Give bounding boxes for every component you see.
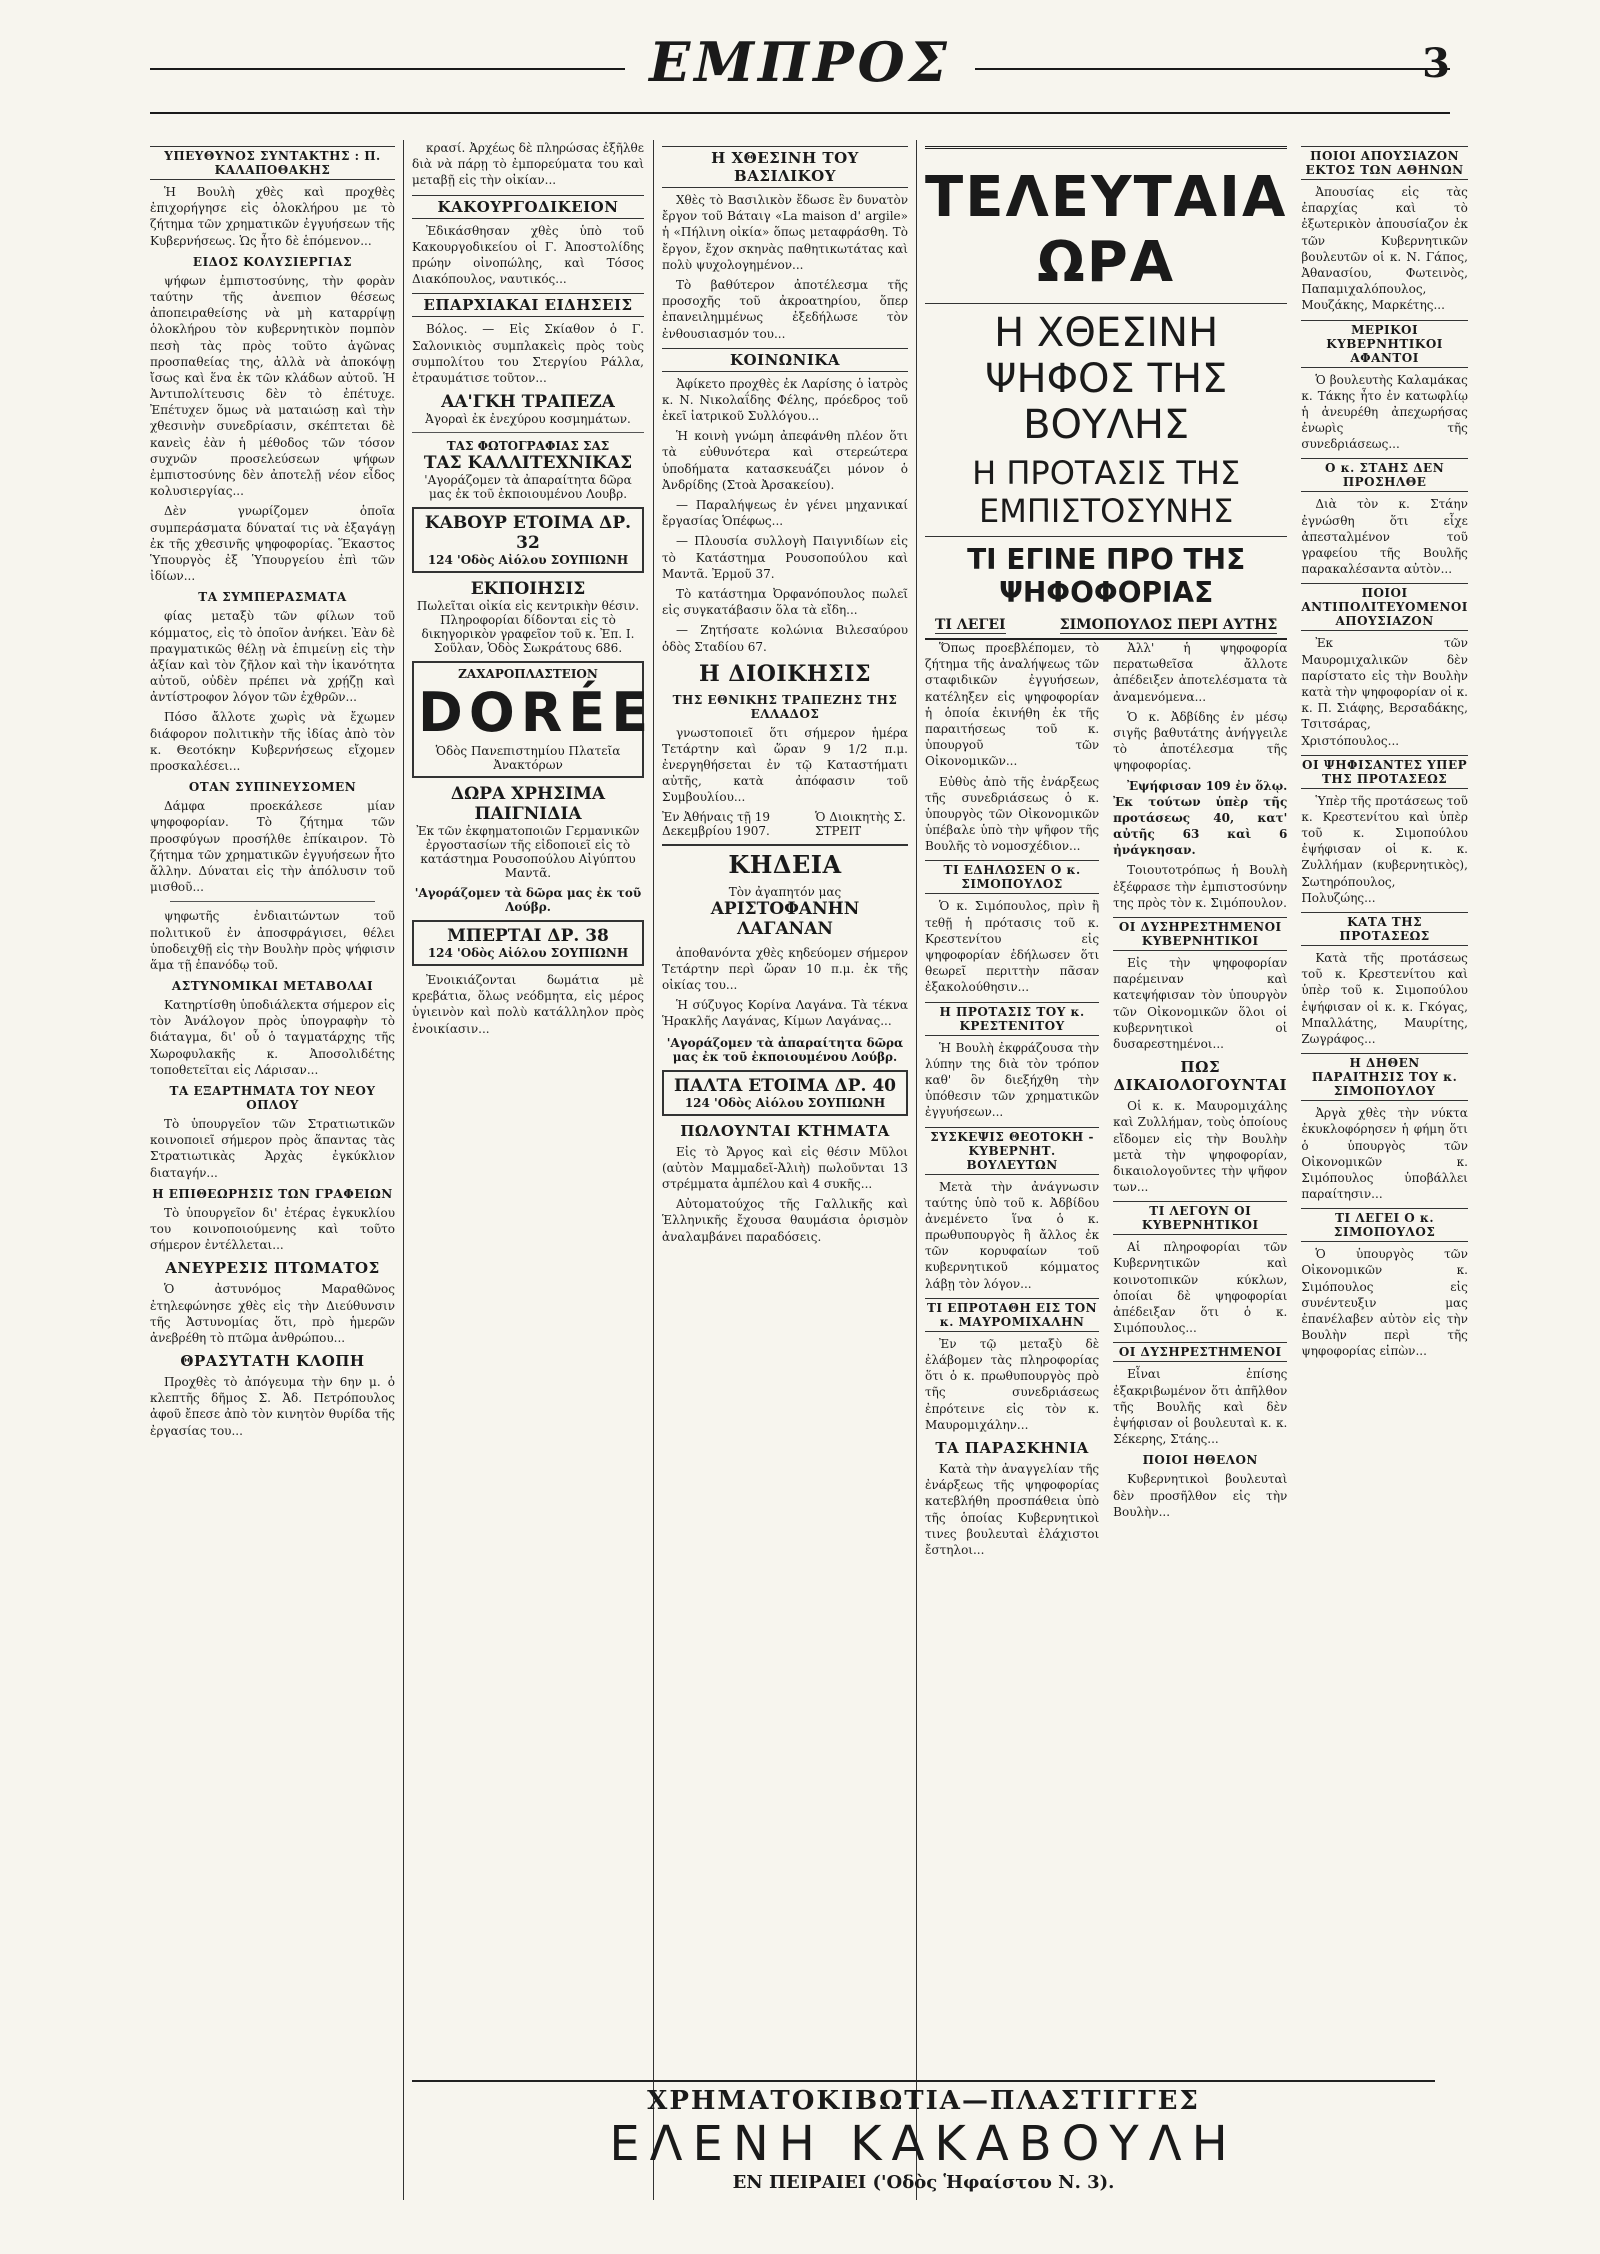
lead-article — [925, 140, 1287, 1562]
article-text: Εἰς τὸ Ἄργος καὶ εἰς θέσιν Μῦλοι (αὐτὸν Μαμμαδεῖ-Ἀλιὴ) πωλοῦνται 13 στρέμματα ἀμπέλου καὶ 4 συκῆς... — [662, 1144, 908, 1191]
article-heading: ΤΑ ΣΥΜΠΕΡΑΣΜΑΤΑ — [198, 590, 347, 605]
article-heading: ΟΤΑΝ ΣΥΠΙΝΕΥΣΟΜΕΝ — [188, 780, 357, 795]
article-text: ψήφων ἐμπιστοσύνης, τὴν φορὰν ταύτην τῆς ἀνεπιον θέσεως ἀποπειραθείσης νὰ μὴ καταρρίψῃ ὁλοκλήρου τὸν κυβερνητικὸν πομπὸν πεσὴ τὰς πρὸς τοῦτο ἀγῶνας προσπαθείας της, ἀλλὰ νὰ ἀποκόψῃ ἴσως καὶ ἕνα ἐκ τῶν κλάδων αὐτοῦ. Ἡ Ἀντιπολίτευσις δὲν τὸ ἐπέτυχε. Ἐπέτυχεν ὅμως νὰ ματαιώσῃ καὶ τὴν χθεσινὴν συνεδρίασιν, σκέπτεται δὲ κανεὶς ἐὰν ἡ μέθοδος τῶν τόσον συχνῶν προσελεύσεων ψήφων ἐμπιστοσύνης δὲν ἀποτελῇ νέον εἶδος κολυσιεργίας... — [150, 273, 395, 499]
article-text: Δάμφα προεκάλεσε μίαν ψηφοφορίαν. Τὸ ζήτημα τῶν προσφύγων προσήλθε ἐπίκαιρον. Τὸ ζήτημα τῶν χρηματικῶν ἐγγυήσεων ἦτο ἄλλην. Δύναται εἰς τὴν ἀπόλυσιν τοῦ μισθοῦ... — [150, 799, 395, 895]
article-text: Ὑπὲρ τῆς προτάσεως τοῦ κ. Κρεστενίτου καὶ ὑπὲρ τοῦ κ. Σιμοπούλου ἐψήφισαν οἱ κ. κ. Ζυλλήμαν (κυβερνητικὸς), Σωτηρόπουλος, Πολυζώης... — [1301, 793, 1468, 905]
article-subheading: ΤΗΣ ΕΘΝΙΚΗΣ ΤΡΑΠΕΖΗΣ ΤΗΣ ΕΛΛΑΔΟΣ — [672, 692, 898, 721]
article-text: ἀποθανόντα χθὲς κηδεύομεν σήμερον Τετάρτην περὶ ὥραν 10 π.μ. ἐκ τῆς οἰκίας του... — [662, 945, 908, 992]
article-text: Κατὰ τῆς προτάσεως τοῦ κ. Κρεστενίτου καὶ ὑπὲρ τοῦ κ. Σιμοπούλου ἐψήφισαν οἱ κ. κ. Γκόγας, Μπαλλάτης, Μαυρίτης, Ζωγράφος... — [1301, 951, 1468, 1046]
article-heading: ΜΕΡΙΚΟΙ ΚΥΒΕΡΝΗΤΙΚΟΙ ΑΦΑΝΤΟΙ — [1301, 320, 1468, 368]
article-text: Αὐτοματούχος τῆς Γαλλικῆς καὶ Ἑλληνικῆς ἔχουσα θαυμάσια ὁρισμὸν ἀναλαμβάνει παραδόσεις. — [662, 1197, 908, 1244]
ad-title: ΔΩΡΑ ΧΡΗΣΙΜΑ — [450, 784, 606, 805]
article-heading: ΑΝΕΥΡΕΣΙΣ ΠΤΩΜΑΤΟΣ — [165, 1259, 380, 1278]
article-text: Ἡ Βουλὴ ἐκφράζουσα τὴν λύπην της διὰ τὸν τρόπον καθ' ὃν διεξήχθη τὴν ὑπόθεσιν τῶν χρηματικῶν ἐγγυήσεων... — [925, 1040, 1100, 1120]
article-heading: ΚΗΔΕΙΑ — [662, 844, 908, 879]
article-text: — Ζητήσατε κολώνια Βιλεσαύρου ὁδὸς Σταδίου 67. — [662, 623, 908, 654]
article-text: Εἶναι ἐπίσης ἐξακριβωμένον ὅτι ἀπῆλθον τῆς Βουλῆς καὶ δὲν ἐψήφισαν οἱ βουλευταὶ κ. κ. Σέκερης, Στάης... — [1113, 1367, 1288, 1447]
article-heading: ΠΟΙΟΙ ΗΘΕΛΟΝ — [1142, 1453, 1258, 1468]
article-text: Ὁ κ. Σιμόπουλος, πρὶν ἢ τεθῇ ἡ πρότασις τοῦ κ. Κρεστενίτου εἰς ψηφοφορίαν ἐδήλωσεν ὅτι θεωρεῖ περιττὴν πᾶσαν ἐξακολούθησιν... — [925, 899, 1100, 995]
article-text: Τὸ βαθύτερον ἀποτέλεσμα τῆς προσοχῆς τοῦ ἀκροατηρίου, ὅπερ ἐπανειλημμένως ἐξεδήλωσε τὸν ἐνθουσιασμόν του... — [662, 277, 908, 341]
article-heading: ΚΑΤΑ ΤΗΣ ΠΡΟΤΑΣΕΩΣ — [1301, 912, 1468, 946]
article-text: Ἐν τῷ μεταξὺ δὲ ἐλάβομεν τὰς πληροφορίας ὅτι ὁ κ. πρωθυπουργὸς πρὸ τῆς συνεδριάσεως ἐπρότεινε εἰς τὸν κ. Μαυρομιχάλην... — [925, 1336, 1100, 1432]
newspaper-title: ΕΜΠΡΟΣ — [150, 30, 1450, 94]
advertisement — [412, 439, 644, 501]
article-heading: ΠΩΛΟΥΝΤΑΙ ΚΤΗΜΑΤΑ — [680, 1121, 890, 1140]
signature-name: Ὁ Διοικητὴς Σ. ΣΤΡΕΙΤ — [815, 809, 906, 838]
divider — [170, 901, 375, 902]
article-text: Αἱ πληροφορίαι τῶν Κυβερνητικῶν καὶ κοινοτοπικῶν κύκλων, ὁποίαι δὲ ψηφοφορίαι ἀπέδειξαν ὅτι ὁ κ. Σιμόπουλος... — [1113, 1240, 1288, 1336]
article-text: Τοιουτοτρόπως ἡ Βουλὴ ἐξέφρασε τὴν ἐμπιστοσύνην της πρὸς τὸν κ. Σιμόπουλον. — [1113, 863, 1288, 910]
lead-subhead-right: ΣΙΜΟΠΟΥΛΟΣ ΠΕΡΙ ΑΥΤΗΣ — [1059, 617, 1278, 633]
lead-subheadline: Η ΠΡΟΤΑΣΙΣ ΤΗΣ ΕΜΠΙΣΤΟΣΥΝΗΣ — [972, 454, 1241, 530]
advertisement — [412, 392, 644, 426]
article-text: Ὁ ὑπουργὸς τῶν Οἰκονομικῶν κ. Σιμόπουλος εἰς συνέντευξιν μας ἐπανέλαβεν αὐτὸν εἰς τὴν Βουλὴν περὶ τῆς ψηφοφορίας εἰπὼν... — [1301, 1247, 1468, 1359]
ad-title: ΜΠΕΡΤΑΙ ΔΡ. 38 — [447, 926, 609, 947]
advertisement — [412, 507, 644, 573]
vote-result: Ἐψήφισαν 109 ἐν ὅλῳ. Ἐκ τούτων ὑπὲρ τῆς προτάσεως 40, κατ' αὐτῆς 63 καὶ 6 ἠνάγκησαν. — [1113, 778, 1288, 858]
lead-subhead-left: ΤΙ ΛΕΓΕΙ — [935, 617, 1006, 633]
editor-line: ΥΠΕΥΘΥΝΟΣ ΣΥΝΤΑΚΤΗΣ : Π. ΚΑΛΑΠΟΘΑΚΗΣ — [150, 146, 395, 180]
article-text: Ὁ κ. Ἀδβίδης ἐν μέσῳ σιγῆς βαθυτάτης ἀνήγγειλε τὸ ἀποτέλεσμα τῆς ψηφοφορίας. — [1113, 709, 1288, 773]
article-heading: Η ΔΙΟΙΚΗΣΙΣ — [698, 660, 872, 687]
advertisement — [412, 784, 644, 880]
lead-headline: ΤΕΛΕΥΤΑΙΑ ΩΡΑ — [925, 165, 1288, 295]
article-text: ψηφωτῆς ἐνδιαιτώντων τοῦ πολιτικοῦ ἐν ἀποσφράγισει, θέλει ὑποδειχθῇ εἰς τὴν Βουλὴν πρὸς ψήφισιν ἅμα τῇ ἐπανόδῳ τοῦ. — [150, 909, 395, 972]
article-heading: ΠΟΙΟΙ ΑΠΟΥΣΙΑΖΟΝ ΕΚΤΟΣ ΤΩΝ ΑΘΗΝΩΝ — [1301, 146, 1468, 180]
page-number: 3 — [1422, 40, 1450, 87]
article-text: Ἐκ τῶν Μαυρομιχαλικῶν δὲν παρίστατο εἰς τὴν Βουλὴν κατὰ τὴν ψηφοφορίαν οἱ κ. κ. Π. Σιάφης, Βερσαδάκης, Τσιτσάρας, Χριστόπουλος... — [1301, 636, 1468, 748]
article-text: φίας μεταξὺ τῶν φίλων τοῦ κόμματος, εἰς τὸ ὁποῖον ἀνήκει. Ἐὰν δὲ πραγματικῶς θέλῃ νὰ ἐπιμείνῃ εἰς τὴν ἀξίαν καὶ τὸν ζῆλον καὶ τὴν ἱκανότητα αὐτοῦ, οὐδὲν πρέπει νὰ χρῄζῃ καὶ ἀντίστροφον λόγον τῶν ἐχθρῶν... — [150, 609, 395, 705]
article-heading: ΠΟΙΟΙ ΑΝΤΙΠΟΛΙΤΕΥΟΜΕΝΟΙ ΑΠΟΥΣΙΑΖΟΝ — [1301, 583, 1468, 631]
ad-text: 124 'Οδὸς Αἰόλου ΣΟΥΠΙΩΝΗ — [684, 1095, 886, 1110]
article-heading: ΟΙ ΔΥΣΗΡΕΣΤΗΜΕΝΟΙ ΚΥΒΕΡΝΗΤΙΚΟΙ — [1113, 917, 1287, 951]
article-heading: ΟΙ ΨΗΦΙΣΑΝΤΕΣ ΥΠΕΡ ΤΗΣ ΠΡΟΤΑΣΕΩΣ — [1301, 755, 1468, 789]
bottom-advertisement — [412, 2080, 1435, 2192]
ad-title: ΠΑΛΤΑ ΕΤΟΙΜΑ ΔΡ. 40 — [674, 1075, 896, 1096]
signature-row — [662, 810, 908, 838]
ad-text: 'Αγοράζομεν τὰ ἀπαραίτητα δῶρα μας ἐκ τοῦ ἐκποιουμένου Λουβρ. — [424, 473, 632, 502]
ad-title: ΤΑΣ ΚΑΛΛΙΤΕΧΝΙΚΑΣ — [423, 453, 633, 474]
article-text: Ἐνοικιάζονται δωμάτια μὲ κρεβάτια, ὅλως νεόδμητα, εἰς μέρος ὑγιεινὸν καὶ πολὺ κατάλληλον πρὸς ἐνοικίασιν... — [412, 973, 644, 1036]
article-heading: ΑΣΤΥΝΟΜΙΚΑΙ ΜΕΤΑΒΟΛΑΙ — [171, 979, 374, 994]
article-heading: ΣΥΣΚΕΨΙΣ ΘΕΟΤΟΚΗ - ΚΥΒΕΡΝΗΤ. ΒΟΥΛΕΥΤΩΝ — [925, 1127, 1099, 1175]
funeral-notice — [662, 885, 908, 939]
advertisement — [662, 1036, 908, 1064]
ad-title: ΖΑΧΑΡΟΠΛΑΣΤΕΙΟΝ — [458, 667, 598, 682]
ad-text: 'Αγοράζομεν τὰ ἀπαραίτητα δῶρα μας ἐκ τοῦ ἐκποιουμένου Λούβρ. — [666, 1035, 904, 1064]
article-heading: ΠΩΣ ΔΙΚΑΙΟΛΟΓΟΥΝΤΑΙ — [1113, 1058, 1288, 1095]
lead-headline-block — [925, 146, 1287, 640]
column-rule — [916, 140, 917, 2200]
ad-text: Ἀγοραὶ ἐκ ἐνεχύρου κοσμημάτων. — [425, 412, 631, 427]
article-text: Δὲν γνωρίζομεν ὁποῖα συμπεράσματα δύναταί τις νὰ ἐξαγάγῃ ἐκ τῆς χθεσινῆς ψηφοφορίας. Ἕκαστος Ὑπουργὸς ἐξ Ὑπουργείου ἐπὶ τῶν ἰδίων... — [150, 504, 395, 584]
ad-address: ΕΝ ΠΕΙΡΑΙΕΙ ('Οδὸς Ἡφαίστου Ν. 3). — [732, 2172, 1115, 2193]
ad-title: ΧΡΗΜΑΤΟΚΙΒΩΤΙΑ—ΠΛΑΣΤΙΓΓΕΣ — [647, 2086, 1200, 2116]
article-heading: Η ΧΘΕΣΙΝΗ ΤΟΥ ΒΑΣΙΛΙΚΟΥ — [662, 146, 908, 188]
lead-subheadline: Η ΧΘΕΣΙΝΗ ΨΗΦΟΣ ΤΗΣ ΒΟΥΛΗΣ — [925, 303, 1287, 448]
article-text: Βόλος. — Εἰς Σκίαθον ὁ Γ. Σαλονικιὸς συμπλακεὶς πρὸς τοὺς συμπολίτου του Στεργίου Ράλλα, ἐτραυμάτισε τοῦτον... — [412, 322, 644, 385]
article-heading: ΕΠΑΡΧΙΑΚΑΙ ΕΙΔΗΣΕΙΣ — [412, 293, 644, 317]
article-heading: ΤΙ ΛΕΓΕΙ Ο κ. ΣΙΜΟΠΟΥΛΟΣ — [1301, 1208, 1468, 1242]
article-text: Κυβερνητικοὶ βουλευταὶ δὲν προσῆλθον εἰς τὴν Βουλὴν... — [1113, 1472, 1288, 1519]
article-text: Προχθὲς τὸ ἀπόγευμα τὴν 6ην μ. ὁ κλεπτῆς δῆμος Σ. Ἀδ. Πετρόπουλος ἀφοῦ ἔπεσε ἀπὸ τὸν κινητὸν θυρίδα τῆς ἐργασίας του... — [150, 1375, 395, 1438]
advertisement — [662, 1070, 908, 1116]
column-4 — [925, 140, 1468, 2200]
ad-text: Ὁδὸς Πανεπιστημίου Πλατεῖα Ἀνακτόρων — [435, 744, 621, 773]
column-rule — [403, 140, 404, 2200]
ad-text: Ἐκ τῶν ἐκφηματοποιῶν Γερμανικῶν ἐργοστασίων τῆς εἰδοποιεῖ εἰς τὸ κατάστημα Ρουσοπούλου Αἰγύπτου Μαντᾶ. — [416, 824, 640, 881]
article-heading: Η ΕΠΙΘΕΩΡΗΣΙΣ ΤΩΝ ΓΡΑΦΕΙΩΝ — [152, 1186, 393, 1201]
article-text: Χθὲς τὸ Βασιλικὸν ἔδωσε ἓν δυνατὸν ἔργον τοῦ Βάταιγ «La maison d' argile» ἡ «Πήλινη οἰκία» ὅπως μεταφράσθη. Τὸ ἔργον, ἔχον σκηνὰς παθητικωτάτας καὶ πολὺ ψυχολογημένον... — [662, 193, 908, 272]
advertisement — [412, 661, 655, 778]
article-text: Ἀπουσίας εἰς τὰς ἐπαρχίας καὶ τὸ ἐξωτερικὸν ἀπουσίαζον ἐκ τῶν Κυβερνητικῶν βουλευτῶν οἱ κ. Ν. Γάπος, Ἀθανασίου, Φωτεινὸς, Παπαμιχαλόπουλος, Μουζάκης, Μαρκέτης... — [1301, 185, 1468, 313]
article-text: Κατηρτίσθη ὑποδιάλεκτα σήμερον εἰς τὸν Ἀνάλογον πρὸς ὑπογραφὴν τὸ διάταγμα, δι' οὗ ὁ ταγματάρχης τῆς Χωροφυλακῆς κ. Ἀποσολιδέτης τοποθετεῖται εἰς Λάρισαν... — [150, 998, 395, 1077]
signature-date: Ἐν Ἀθήναις τῇ 19 Δεκεμβρίου 1907. — [662, 809, 770, 838]
ad-brand: DORÉE — [418, 681, 655, 745]
article-heading: ΤΑ ΠΑΡΑΣΚΗΝΙΑ — [935, 1438, 1089, 1457]
article-text: Διὰ τὸν κ. Στάην ἐγνώσθη ὅτι εἶχε ἀπεσταλμένον τοῦ γραφείου τῆς Βουλῆς παρακαλέσαντα αὐτὸν... — [1301, 497, 1468, 577]
article-heading: Η ΔΗΘΕΝ ΠΑΡΑΙΤΗΣΙΣ ΤΟΥ κ. ΣΙΜΟΠΟΥΛΟΥ — [1301, 1053, 1468, 1101]
article-text: — Παραλήψεως ἐν γένει μηχανικαί ἔργασίας Ὁπέφως... — [662, 498, 908, 529]
masthead-rule-bottom — [150, 112, 1450, 114]
column-1 — [150, 140, 395, 2200]
ad-title: ΑΑ'ΓΚΗ ΤΡΑΠΕΖΑ — [441, 392, 615, 413]
article-heading: ΟΙ ΔΥΣΗΡΕΣΤΗΜΕΝΟΙ — [1113, 1342, 1287, 1362]
article-text: Ἐδικάσθησαν χθὲς ὑπὸ τοῦ Κακουργοδικείου οἱ Γ. Ἀποστολίδης πρώην οἰνοπώλης, καὶ Τόσος Διακόπουλος, ναυτικός... — [412, 223, 644, 287]
divider — [412, 432, 644, 433]
article-text: Τὸ ὑπουργεῖον δι' ἐτέρας ἐγκυκλίου του κοινοποιούμενης καὶ τοῦτο σήμερον ἐντέλλεται... — [150, 1205, 395, 1253]
column-2 — [412, 140, 655, 2200]
article-text: Ἀργὰ χθὲς τὴν νύκτα ἐκυκλοφόρησεν ἡ φήμη ὅτι ὁ ὑπουργὸς τῶν Οἰκονομικῶν κ. Σιμόπουλος ὑποβάλλει παραίτησιν... — [1301, 1106, 1468, 1202]
article-text: Ὅπως προεβλέπομεν, τὸ ζήτημα τῆς ἀναλήψεως τῶν σταφιδικῶν ἐγγυήσεων, κατέληξεν εἰς ψηφοφορίαν ἡ ὁποία ἐκινήθη ἐκ τῆς παραιτήσεως τοῦ κ. ὑπουργοῦ τῶν Οἰκονομικῶν... — [925, 641, 1100, 769]
article-text: Ἡ Βουλὴ χθὲς καὶ προχθὲς ἐπιχορήγησε εἰς ὁλοκλήρου με τὸ ζήτημα τῶν χρηματικῶν ἐγγυήσεων τῆς Κυβερνήσεως. Ὡς ἦτο δὲ ἑπόμενον... — [150, 185, 395, 248]
article-text: Ἀφίκετο προχθὲς ἐκ Λαρίσης ὁ ἰατρὸς κ. Ν. Νικολαΐδης Φέλης, πρόεδρος τοῦ ἐκεῖ ἰατρικοῦ Συλλόγου... — [662, 376, 908, 424]
ad-title: ΚΑΒΟΥΡ ΕΤΟΙΜΑ ΔΡ. 32 — [424, 513, 632, 554]
article-text: Ἀλλ' ἡ ψηφοφορία περατωθεῖσα ἄλλοτε ἀπέδειξεν ἀποτελέσματα τὰ ἀναμενόμενα... — [1113, 641, 1288, 704]
article-heading: ΤΙ ΕΠΡΟΤΑΘΗ ΕΙΣ ΤΟΝ κ. ΜΑΥΡΟΜΙΧΑΛΗΝ — [925, 1298, 1099, 1332]
article-text: — Πλουσία συλλογὴ Παιγνιδίων εἰς τὸ Κατάστημα Ρουσοπούλου καὶ Μαντᾶ. Ἐρμοῦ 37. — [662, 534, 908, 581]
advertisement — [412, 579, 644, 655]
article-text: Ὁ βουλευτὴς Καλαμάκας κ. Τάκης ἦτο ἐν κατωφλίῳ ἡ ἀνευρέθη ἀπεχωρήσας ἐνωρὶς τῆς συνεδριάσεως... — [1301, 372, 1468, 452]
ad-text: 'Αγοράζομεν τὰ δῶρα μας ἐκ τοῦ Λούβρ. — [414, 886, 642, 915]
article-text: Πόσο ἄλλοτε χωρὶς νὰ ἔχωμεν διάφορον πολιτικὴν τῆς ἰδίας ἀπὸ τὸν κ. Θεοτόκην Κυβερνήσεως εἴχομεν προσκαλέσει... — [150, 710, 395, 773]
ad-text: Πωλεῖται οἰκία εἰς κεντρικὴν θέσιν. Πληροφορίαι δίδονται εἰς τὸ δικηγορικὸν γραφεῖον τοῦ κ. Ἐπ. I. Σοῦλαν, Ὁδὸς Σωκράτους 686. — [416, 599, 640, 656]
article-text: Ἡ κοινὴ γνώμη ἀπεφάνθη πλέον ὅτι τὰ εὐθυνότερα καὶ στερεώτερα ὑποδήματα κατασκευάζει μόνον ὁ Ἀνδρίδης (Στοὰ Ἀρσακείου). — [662, 429, 908, 492]
lead-subheadline: ΤΙ ΕΓΙΝΕ ΠΡΟ ΤΗΣ ΨΗΦΟΦΟΡΙΑΣ — [925, 536, 1287, 609]
article-heading: ΚΟΙΝΩΝΙΚΑ — [662, 348, 908, 372]
article-heading: ΤΙ ΛΕΓΟΥΝ ΟΙ ΚΥΒΕΡΝΗΤΙΚΟΙ — [1113, 1201, 1287, 1235]
article-heading: ΕΙΔΟΣ ΚΟΛΥΣΙΕΡΓΙΑΣ — [192, 254, 353, 269]
advertisement — [412, 920, 644, 966]
article-text: Μετὰ τὴν ἀνάγνωσιν ταύτης ὑπὸ τοῦ κ. Ἀδβίδου ἀνεμένετο ἵνα ὁ κ. πρωθυπουργὸς ἢ ἄλλος ἐκ τῶν κορυφαίων τοῦ κυβερνητικοῦ κόμματος λάβῃ τὸν λόγον... — [925, 1179, 1100, 1291]
ad-text: 124 'Οδὸς Αἰόλου ΣΟΥΠΙΩΝΗ — [427, 946, 629, 961]
notice-name: ΑΡΙΣΤΟΦΑΝΗΝ ΛΑΓΑΝΑΝ — [710, 898, 860, 939]
column-rule — [653, 140, 654, 2200]
article-heading: ΚΑΚΟΥΡΓΟΔΙΚΕΙΟΝ — [412, 195, 644, 219]
ad-title: ΤΑΣ ΦΩΤΟΓΡΑΦΙΑΣ ΣΑΣ — [446, 439, 610, 454]
front-layout — [925, 140, 1468, 1562]
article-text: Εὐθὺς ἀπὸ τῆς ἐνάρξεως τῆς συνεδριάσεως ὁ κ. ὑπουργὸς τῶν Οἰκονομικῶν ὑπέβαλε ὑπὸ τὴν ψῆφον τῆς Βουλῆς τὸ νομοσχέδιον... — [925, 774, 1100, 854]
article-heading: Ο κ. ΣΤΑΗΣ ΔΕΝ ΠΡΟΣΗΛΘΕ — [1301, 458, 1468, 492]
ad-title: ΠΑΙΓΝΙΔΙΑ — [474, 804, 582, 825]
article-text: γνωστοποιεῖ ὅτι σήμερον ἡμέρα Τετάρτην καὶ ὥραν 9 1/2 π.μ. ἐνεργηθήσεται ἐν τῷ Καταστήματι αὐτῆς, κατὰ ἀπόφασιν τοῦ Συμβουλίου... — [662, 725, 908, 805]
notice-text: Τὸν ἀγαπητόν μας — [728, 884, 842, 899]
ad-text: 124 'Οδὸς Αἰόλου ΣΟΥΠΙΩΝΗ — [427, 553, 629, 568]
masthead — [150, 30, 1450, 140]
lead-column-left — [925, 640, 1099, 1562]
article-text: Ὁ ἀστυνόμος Μαραθῶνος ἐτηλεφώνησε χθὲς εἰς τὴν Διεύθυνσιν τῆς Ἀστυνομίας ὅτι, πρὸ ἡμερῶν ἀνεβρέθη τὸ πτῶμα ἀνθρώπου... — [150, 1282, 395, 1345]
article-text: κρασί. Ἀρχέως δὲ πληρώσας ἐξῆλθε διὰ νὰ πάρῃ τὸ ἐμπορεύματα του καὶ μεταβῇ εἰς τὴν οἰκίαν... — [412, 141, 644, 188]
article-heading: Η ΠΡΟΤΑΣΙΣ ΤΟΥ κ. ΚΡΕΣΤΕΝΙΤΟΥ — [925, 1002, 1099, 1036]
article-text: Εἰς τὴν ψηφοφορίαν παρέμειναν καὶ κατεψήφισαν τὸν ὑπουργὸν τῶν Οἰκονομικῶν ὅλοι οἱ κυβερνητικοὶ οἱ δυσαρεστημένοι... — [1113, 956, 1288, 1051]
lead-body — [925, 640, 1287, 1562]
lead-subheads — [935, 617, 1277, 634]
article-text: Ἡ σύζυγος Κορίνα Λαγάνα. Τὰ τέκνα Ἡρακλῆς Λαγάνας, Κίμων Λαγάνας... — [662, 998, 908, 1029]
article-heading: ΘΡΑΣΥΤΑΤΗ ΚΛΟΠΗ — [180, 1352, 365, 1371]
column-3 — [662, 140, 908, 2200]
article-heading: ΤΙ ΕΔΗΛΩΣΕΝ Ο κ. ΣΙΜΟΠΟΥΛΟΣ — [925, 860, 1099, 894]
ad-brand: ΕΛΕΝΗ ΚΑΚΑΒΟΥΛΗ — [609, 2116, 1238, 2172]
lead-column-right — [1113, 640, 1287, 1562]
page-columns — [150, 140, 1468, 2200]
article-text: Κατὰ τὴν ἀναγγελίαν τῆς ἐνάρξεως τῆς ψηφοφορίας κατεβλήθη προσπάθεια ὑπὸ τῆς ὁποίας Κυβερνητικοὶ τινες βουλευταὶ ἐλάχιστοι ἔστηλοι... — [925, 1461, 1100, 1557]
ad-title: ΕΚΠΟΙΗΣΙΣ — [470, 579, 586, 600]
side-column — [1301, 140, 1468, 1562]
article-text: Τὸ ὑπουργεῖον τῶν Στρατιωτικῶν κοινοποιεῖ σήμερον πρὸς ἅπαντας τὰς Στρατιωτικὰς Ἀρχὰς ἐγκύκλιον διαταγήν... — [150, 1117, 395, 1180]
advertisement — [412, 886, 644, 914]
article-text: Τὸ κατάστημα Ὀρφανόπουλος πωλεῖ εἰς συγκατάβασιν ὅλα τὰ εἴδη... — [662, 586, 908, 618]
article-heading: ΤΑ ΕΞΑΡΤΗΜΑΤΑ ΤΟΥ ΝΕΟΥ ΟΠΛΟΥ — [169, 1084, 376, 1112]
article-text: Οἱ κ. κ. Μαυρομιχάλης καὶ Ζυλλήμαν, τοὺς ὁποίους εἴδομεν εἰς τὴν Βουλὴν μετὰ τὴν ψηφοφορίαν, δικαιολογοῦντες τὴν ψῆφον των... — [1113, 1099, 1288, 1195]
